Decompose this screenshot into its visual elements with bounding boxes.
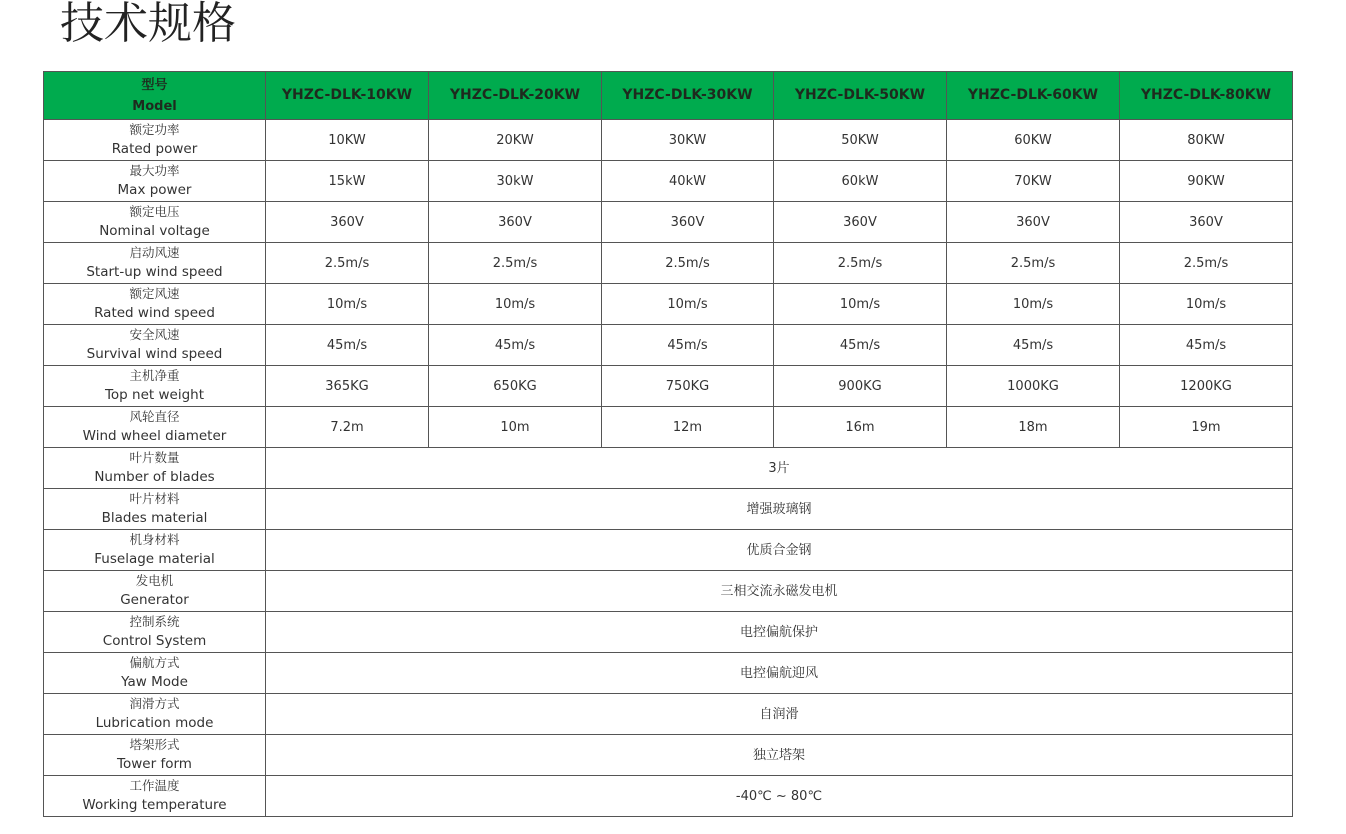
table-row: [44, 407, 1293, 448]
row-label-cell: [44, 735, 266, 776]
value-cell: 900KG: [774, 366, 947, 407]
value-cell: 30kW: [429, 161, 602, 202]
row-label-cell: [44, 694, 266, 735]
value-cell: 70KW: [947, 161, 1120, 202]
value-cell: 20KW: [429, 120, 602, 161]
row-label-en: Working temperature: [82, 797, 227, 813]
value-cell: 1000KG: [947, 366, 1120, 407]
value-cell: 2.5m/s: [266, 243, 429, 284]
model-name-cell: YHZC-DLK-20KW: [429, 72, 602, 120]
value-cell: 650KG: [429, 366, 602, 407]
value-cell: 45m/s: [947, 325, 1120, 366]
value-cell: 10KW: [266, 120, 429, 161]
row-label-cell: [44, 571, 266, 612]
row-label-zh: 安全风速: [129, 327, 180, 342]
value-cell: 10m/s: [947, 284, 1120, 325]
value-cell: 10m/s: [1120, 284, 1293, 325]
value-cell: 1200KG: [1120, 366, 1293, 407]
value-cell: 360V: [266, 202, 429, 243]
value-cell: 45m/s: [266, 325, 429, 366]
row-label-zh: 控制系统: [129, 614, 180, 629]
value-cell: 360V: [947, 202, 1120, 243]
value-cell: 360V: [1120, 202, 1293, 243]
table-row: [44, 653, 1293, 694]
merged-value-cell: 3片: [266, 448, 1293, 489]
row-label-cell: [44, 284, 266, 325]
row-label-en: Blades material: [101, 510, 208, 526]
row-label-zh: 润滑方式: [129, 696, 180, 711]
row-label-cell: [44, 325, 266, 366]
value-cell: 2.5m/s: [602, 243, 774, 284]
table-row: [44, 571, 1293, 612]
row-label-en: Generator: [120, 592, 189, 608]
value-cell: 50KW: [774, 120, 947, 161]
value-cell: 45m/s: [429, 325, 602, 366]
value-cell: 80KW: [1120, 120, 1293, 161]
page-title: 技术规格: [60, 0, 236, 49]
row-label-cell: [44, 776, 266, 817]
table-row: [44, 448, 1293, 489]
value-cell: 10m/s: [266, 284, 429, 325]
value-cell: 40kW: [602, 161, 774, 202]
value-cell: 30KW: [602, 120, 774, 161]
merged-value-cell: 电控偏航迎风: [266, 653, 1293, 694]
row-label-en: Nominal voltage: [99, 223, 210, 239]
row-label-cell: [44, 489, 266, 530]
row-label-cell: [44, 407, 266, 448]
value-cell: 10m/s: [602, 284, 774, 325]
row-label-zh: 叶片数量: [129, 450, 180, 465]
table-row: [44, 161, 1293, 202]
value-cell: 45m/s: [774, 325, 947, 366]
row-label-en: Lubrication mode: [95, 715, 214, 731]
row-label-cell: [44, 530, 266, 571]
merged-value-cell: 电控偏航保护: [266, 612, 1293, 653]
table-row: [44, 120, 1293, 161]
table-row: [44, 243, 1293, 284]
row-label-zh: 工作温度: [129, 778, 180, 793]
value-cell: 19m: [1120, 407, 1293, 448]
spec-table: [43, 71, 1293, 817]
value-cell: 7.2m: [266, 407, 429, 448]
row-label-en: Survival wind speed: [86, 346, 223, 362]
table-row: [44, 325, 1293, 366]
row-label-zh: 额定风速: [129, 286, 180, 301]
row-label-cell: [44, 612, 266, 653]
merged-value-cell: 自润滑: [266, 694, 1293, 735]
row-label-cell: [44, 120, 266, 161]
row-label-zh: 发电机: [135, 573, 174, 588]
table-row: [44, 202, 1293, 243]
value-cell: 360V: [602, 202, 774, 243]
value-cell: 12m: [602, 407, 774, 448]
value-cell: 2.5m/s: [429, 243, 602, 284]
model-header-zh: 型号: [141, 77, 168, 93]
value-cell: 45m/s: [602, 325, 774, 366]
value-cell: 60kW: [774, 161, 947, 202]
row-label-cell: [44, 366, 266, 407]
value-cell: 45m/s: [1120, 325, 1293, 366]
value-cell: 60KW: [947, 120, 1120, 161]
value-cell: 10m: [429, 407, 602, 448]
merged-value-cell: 增强玻璃钢: [266, 489, 1293, 530]
row-label-zh: 最大功率: [129, 163, 180, 178]
value-cell: 18m: [947, 407, 1120, 448]
row-label-zh: 叶片材料: [129, 491, 180, 506]
row-label-en: Rated power: [111, 141, 198, 157]
model-name-cell: YHZC-DLK-10KW: [266, 72, 429, 120]
row-label-cell: [44, 653, 266, 694]
row-label-en: Rated wind speed: [94, 305, 215, 321]
row-label-en: Start-up wind speed: [86, 264, 223, 280]
row-label-zh: 额定电压: [129, 204, 180, 219]
value-cell: 360V: [429, 202, 602, 243]
row-label-zh: 风轮直径: [129, 409, 180, 424]
merged-value-cell: 优质合金钢: [266, 530, 1293, 571]
row-label-en: Wind wheel diameter: [82, 428, 227, 444]
row-label-zh: 机身材料: [129, 532, 180, 547]
table-row: [44, 735, 1293, 776]
row-label-en: Yaw Mode: [121, 674, 188, 690]
row-label-cell: [44, 448, 266, 489]
row-label-en: Top net weight: [104, 387, 205, 403]
value-cell: 750KG: [602, 366, 774, 407]
header-row: [44, 72, 1293, 120]
table-row: [44, 284, 1293, 325]
row-label-en: Number of blades: [94, 469, 215, 485]
value-cell: 2.5m/s: [774, 243, 947, 284]
value-cell: 10m/s: [774, 284, 947, 325]
row-label-zh: 塔架形式: [129, 737, 180, 752]
value-cell: 2.5m/s: [947, 243, 1120, 284]
spec-table-body: [44, 120, 1293, 817]
row-label-cell: [44, 243, 266, 284]
value-cell: 16m: [774, 407, 947, 448]
table-row: [44, 776, 1293, 817]
table-row: [44, 366, 1293, 407]
table-row: [44, 612, 1293, 653]
row-label-zh: 启动风速: [129, 245, 180, 260]
model-name-cell: YHZC-DLK-50KW: [774, 72, 947, 120]
value-cell: 360V: [774, 202, 947, 243]
table-row: [44, 489, 1293, 530]
merged-value-cell: -40℃ ~ 80℃: [266, 776, 1293, 817]
value-cell: 2.5m/s: [1120, 243, 1293, 284]
row-label-zh: 主机净重: [129, 368, 180, 383]
row-label-cell: [44, 202, 266, 243]
row-label-en: Control System: [102, 633, 207, 649]
value-cell: 365KG: [266, 366, 429, 407]
model-header-cell: [44, 72, 266, 120]
row-label-en: Tower form: [117, 756, 192, 772]
value-cell: 15kW: [266, 161, 429, 202]
table-row: [44, 694, 1293, 735]
model-name-cell: YHZC-DLK-30KW: [602, 72, 774, 120]
row-label-en: Fuselage material: [94, 551, 215, 567]
row-label-en: Max power: [117, 182, 192, 198]
value-cell: 10m/s: [429, 284, 602, 325]
merged-value-cell: 三相交流永磁发电机: [266, 571, 1293, 612]
table-row: [44, 530, 1293, 571]
row-label-zh: 额定功率: [129, 122, 180, 137]
row-label-zh: 偏航方式: [129, 655, 180, 670]
model-header-en: Model: [132, 98, 177, 114]
value-cell: 90KW: [1120, 161, 1293, 202]
model-name-cell: YHZC-DLK-60KW: [947, 72, 1120, 120]
row-label-cell: [44, 161, 266, 202]
model-name-cell: YHZC-DLK-80KW: [1120, 72, 1293, 120]
merged-value-cell: 独立塔架: [266, 735, 1293, 776]
